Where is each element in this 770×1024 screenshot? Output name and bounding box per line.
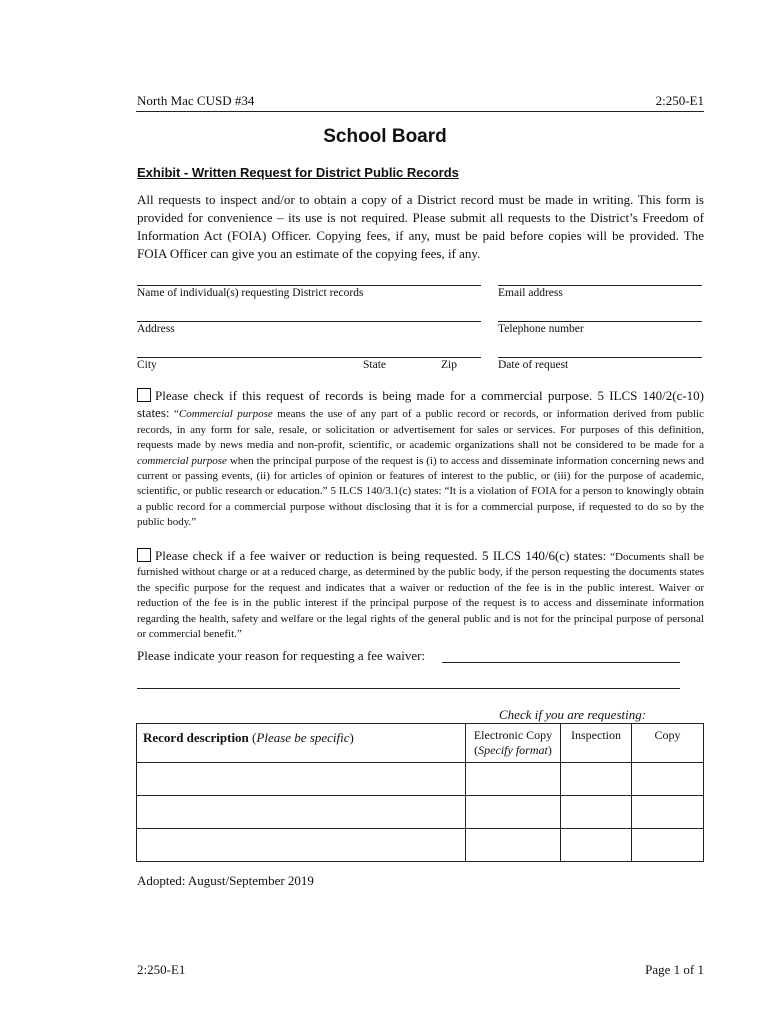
name-field[interactable]	[137, 285, 481, 299]
date-field[interactable]	[498, 357, 702, 371]
fee-waiver-section	[137, 548, 704, 642]
inspection-cell[interactable]	[561, 829, 632, 862]
inspection-cell[interactable]	[561, 763, 632, 796]
email-field[interactable]	[498, 285, 702, 299]
copy-header: Copy	[632, 724, 704, 763]
electronic-copy-cell[interactable]	[466, 796, 561, 829]
name-label: Name of individual(s) requesting District records	[137, 287, 364, 299]
record-description-cell[interactable]	[137, 829, 466, 862]
term-commercial-purpose: Commercial purpose	[178, 408, 273, 421]
record-description-header: Record description (Please be specific)	[137, 724, 466, 763]
table-row	[137, 796, 704, 829]
commercial-purpose-checkbox[interactable]	[137, 388, 151, 402]
fee-waiver-reason-input-line2[interactable]	[137, 688, 680, 689]
policy-number: 2:250-E1	[655, 93, 704, 108]
fee-waiver-reason-input[interactable]	[442, 662, 680, 663]
records-table	[136, 723, 704, 862]
date-label: Date of request	[498, 359, 569, 371]
electronic-copy-cell[interactable]	[466, 829, 561, 862]
commercial-purpose-lead: Please check if this request of records is being made for a commercial purpose. 5 ILCS 140/2(c-10) states:	[137, 388, 704, 421]
email-label: Email address	[498, 287, 563, 299]
page-title: School Board	[323, 126, 447, 147]
fee-waiver-quote: “Documents shall be furnished without charge or at a reduced charge, as determined by the public body, if the person requesting the documents states the specific purpose for the request and indicates that a waiver or reduction of the fee is in the public interest. Waiver or reduction of the fee is in the public interest if the principal purpose of the request is to access and disseminate information regarding the health, safety and welfare or the legal rights of the general public and is not for the principal purpose of personal or commercial benefit.”	[137, 551, 704, 641]
telephone-label: Telephone number	[498, 323, 584, 335]
state-label: State	[363, 359, 386, 371]
commercial-purpose-section: Please check if this request of records is being made for a commercial purpose. 5 ILCS 140/2(c-10) states: “Commercial purpose means the use of any part of a public record or records, or information derived from public records, in any form for sale, resale, or solicitation or advertisement for sales or services. For purposes of this definition, requests made by news media and non-profit, scientific, or academic organizations shall not be considered to be made for a commercial purpose when the principal purpose of the request is (i) to access and disseminate information concerning news and current or passing events, (ii) for articles of opinion or features of interest to the public, or (iii) for the purpose of academic, scientific, or public research or education.” 5 ILCS 140/3.1(c) states: “It is a violation of FOIA for a person to knowingly obtain a public record for a commercial purpose without disclosing that it is for a commercial purpose, if requested to do so by the public body.”	[137, 388, 705, 529]
city-label: City	[137, 359, 157, 371]
copy-cell[interactable]	[632, 829, 704, 862]
electronic-copy-cell[interactable]	[466, 763, 561, 796]
header-rule	[136, 111, 704, 112]
address-field[interactable]	[137, 321, 481, 335]
copy-cell[interactable]	[632, 796, 704, 829]
table-header-row	[137, 724, 704, 763]
electronic-copy-header: Electronic Copy (Specify format)	[466, 724, 561, 763]
telephone-field[interactable]	[498, 321, 702, 335]
table-row	[137, 829, 704, 862]
fee-waiver-checkbox[interactable]	[137, 548, 151, 562]
adopted-date: Adopted: August/September 2019	[137, 873, 314, 888]
address-label: Address	[137, 323, 175, 335]
footer-policy-number: 2:250-E1	[137, 962, 186, 977]
table-row	[137, 763, 704, 796]
inspection-header: Inspection	[561, 724, 632, 763]
intro-paragraph: All requests to inspect and/or to obtain a copy of a District record must be made in writing. This form is provided for convenience – its use is not required. Please submit all requests to the District’s Freedom of Information Act (FOIA) Officer. Copying fees, if any, must be paid before copies will be provided. The FOIA Officer can give you an estimate of the copying fees, if any.	[137, 192, 704, 261]
check-if-requesting-label: Check if you are requesting:	[499, 707, 647, 722]
exhibit-title: Exhibit - Written Request for District Public Records	[137, 165, 459, 180]
fee-waiver-reason-label: Please indicate your reason for requesting a fee waiver:	[137, 648, 426, 663]
zip-label: Zip	[441, 359, 457, 371]
district-name: North Mac CUSD #34	[137, 93, 255, 108]
city-state-zip-field[interactable]	[137, 357, 481, 371]
record-description-cell[interactable]	[137, 763, 466, 796]
copy-cell[interactable]	[632, 763, 704, 796]
page-number: Page 1 of 1	[645, 962, 704, 977]
inspection-cell[interactable]	[561, 796, 632, 829]
fee-waiver-lead: Please check if a fee waiver or reduction is being requested. 5 ILCS 140/6(c) states:	[155, 548, 607, 563]
record-description-cell[interactable]	[137, 796, 466, 829]
